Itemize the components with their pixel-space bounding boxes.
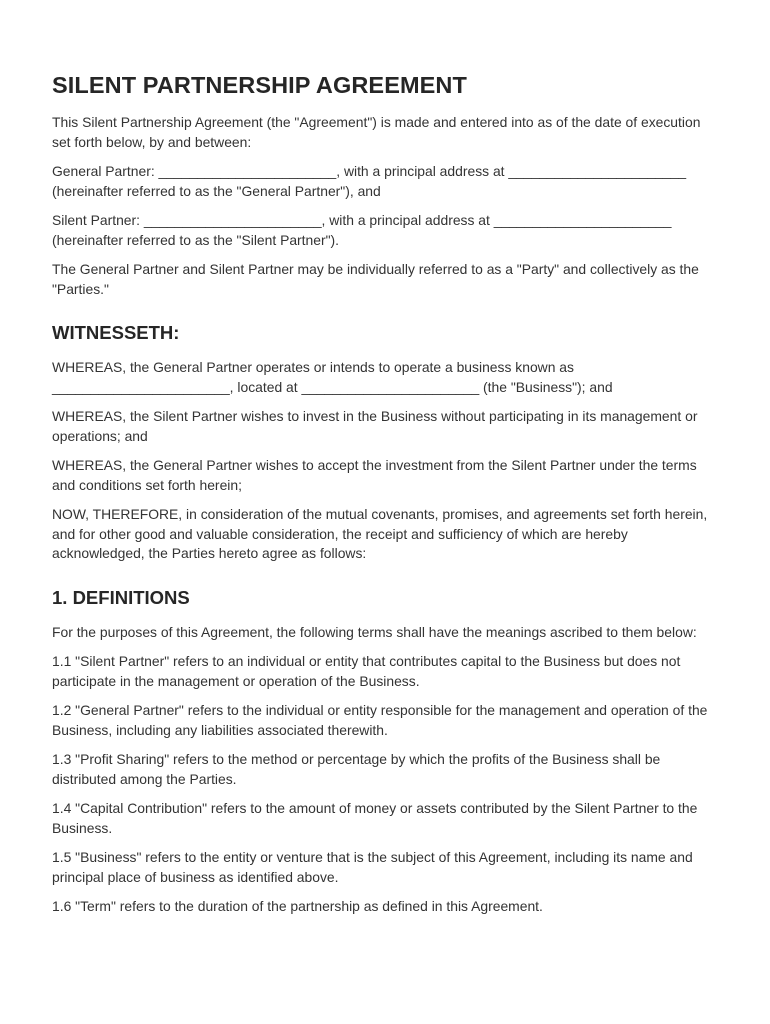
recital-paragraph: NOW, THEREFORE, in consideration of the mutual covenants, promises, and agreements set forth herein, and for other good and valuable consideration, the receipt and sufficiency of which are hereby acknowledged, the Parties hereto agree as follows: — [52, 506, 708, 562]
definition-item: 1.5 "Business" refers to the entity or venture that is the subject of this Agreement, including its name and principal place of business as identified above. — [52, 849, 693, 885]
general-partner-paragraph: General Partner: _______________________, with a principal address at _______________________ (hereinafter referred to as the "General Partner"), and — [52, 162, 687, 199]
witnesseth-heading: WITNESSETH: — [52, 322, 180, 344]
definitions-heading: 1. DEFINITIONS — [52, 586, 190, 608]
definition-item: 1.4 "Capital Contribution" refers to the amount of money or assets contributed by the Silent Partner to the Business. — [52, 800, 698, 836]
definition-item: 1.1 "Silent Partner" refers to an individual or entity that contributes capital to the Business but does not participate in the management or operation of the Business. — [52, 653, 681, 689]
recital-paragraph: WHEREAS, the General Partner wishes to accept the investment from the Silent Partner under the terms and conditions set forth herein; — [52, 457, 697, 493]
parties-paragraph: The General Partner and Silent Partner may be individually referred to as a "Party" and collectively as the "Parties." — [52, 260, 699, 297]
recital-paragraph: WHEREAS, the General Partner operates or intends to operate a business known as _______________________, located at _______________________ (the "Business"); and — [52, 359, 613, 395]
definition-item: 1.2 "General Partner" refers to the individual or entity responsible for the management and operation of the Business, including any liabilities associated therewith. — [52, 702, 708, 738]
recital-paragraph: WHEREAS, the Silent Partner wishes to invest in the Business without participating in its management or operations; and — [52, 408, 698, 444]
document-title: SILENT PARTNERSHIP AGREEMENT — [52, 72, 467, 98]
definitions-intro: For the purposes of this Agreement, the following terms shall have the meanings ascribed to them below: — [52, 623, 697, 640]
intro-paragraph: This Silent Partnership Agreement (the "Agreement") is made and entered into as of the date of execution set forth below, by and between: — [52, 114, 701, 150]
definition-item: 1.3 "Profit Sharing" refers to the method or percentage by which the profits of the Business shall be distributed among the Parties. — [52, 751, 661, 787]
definition-item: 1.6 "Term" refers to the duration of the partnership as defined in this Agreement. — [52, 898, 543, 915]
silent-partner-paragraph: Silent Partner: _______________________, with a principal address at _______________________ (hereinafter referred to as the "Silent Partner"). — [52, 211, 672, 248]
